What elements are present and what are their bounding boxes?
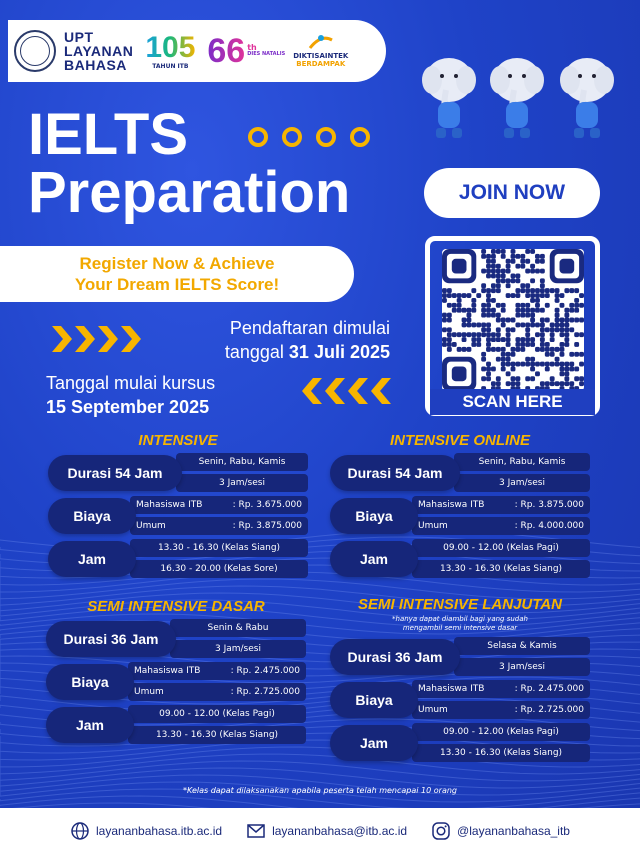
logo-bar — [8, 20, 386, 82]
time-pill: Jam — [46, 707, 134, 743]
program-intensive: INTENSIVE Durasi 54 Jam Senin, Rabu, Kamis 3 Jam/sesi Biaya Mahasiswa ITB : Rp. 3.675.000 Umum : Rp. 3.875.000 Jam 13.30 - 16.30 (Kelas Siang) 16.30 - 20.00 (Kelas Sore) — [48, 432, 308, 578]
footer-contacts — [0, 808, 640, 853]
title-ielts: IELTS — [28, 102, 189, 167]
time-pill: Jam — [330, 725, 418, 761]
program-intensive-online: INTENSIVE ONLINE Durasi 54 Jam Senin, Rabu, Kamis 3 Jam/sesi Biaya Mahasiswa ITB : Rp. 3.875.000 Umum : Rp. 4.000.000 Jam 09.00 - 12.00 (Kelas Pagi) 13.30 - 16.30 (Kelas Siang) — [330, 432, 590, 578]
duration-pill: Durasi 36 Jam — [330, 639, 460, 675]
scan-here-label: SCAN HERE — [430, 389, 595, 415]
instagram-icon — [431, 821, 451, 841]
chevron-left-icon — [302, 378, 391, 404]
fee-pill: Biaya — [48, 498, 136, 534]
fee-pill: Biaya — [330, 498, 418, 534]
join-now-button[interactable]: JOIN NOW — [424, 168, 600, 218]
title-preparation: Preparation — [28, 160, 351, 225]
instagram-link[interactable]: @layananbahasa_itb — [431, 821, 570, 841]
time-pill: Jam — [48, 541, 136, 577]
chevron-right-icon — [52, 326, 141, 352]
qr-code-box[interactable] — [425, 236, 600, 416]
fee-pill: Biaya — [330, 682, 418, 718]
registration-date: Pendaftaran dimulai tanggal 31 Juli 2025 — [224, 318, 390, 362]
duration-pill: Durasi 36 Jam — [46, 621, 176, 657]
website-link[interactable]: layananbahasa.itb.ac.id — [70, 821, 222, 841]
globe-icon — [70, 821, 90, 841]
itb-105-logo: 105 TAHUN ITB — [145, 30, 196, 70]
dies-natalis-logo: 66 th DIES NATALIS — [207, 32, 286, 70]
program-semi-intensive-lanjutan: SEMI INTENSIVE LANJUTAN *hanya dapat diambil bagi yang sudah mengambil semi intensive dasar Durasi 36 Jam Selasa & Kamis 3 Jam/sesi Biaya Mahasiswa ITB : Rp. 2.475.000 Umum : Rp. 2.725.000 Jam 09.00 - 12.00 (Kelas Pagi) 13.30 - 16.30 (Kelas Siang) — [330, 596, 590, 762]
course-start-date: Tanggal mulai kursus 15 September 2025 — [46, 373, 216, 417]
elephant-mascot-icon — [556, 50, 618, 142]
program-semi-intensive-dasar: SEMI INTENSIVE DASAR Durasi 36 Jam Senin & Rabu 3 Jam/sesi Biaya Mahasiswa ITB : Rp. 2.475.000 Umum : Rp. 2.725.000 Jam 09.00 - 12.00 (Kelas Pagi) 13.30 - 16.30 (Kelas Siang) — [46, 598, 306, 744]
time-pill: Jam — [330, 541, 418, 577]
register-banner: Register Now & Achieve Your Dream IELTS Score! — [0, 246, 354, 302]
itb-seal-logo — [14, 30, 56, 72]
duration-pill: Durasi 54 Jam — [48, 455, 182, 491]
fee-pill: Biaya — [46, 664, 134, 700]
mail-icon — [246, 821, 266, 841]
upt-logo-text: UPT LAYANAN BAHASA — [64, 29, 134, 73]
decorative-dots — [248, 127, 370, 147]
elephant-mascot-icon — [418, 50, 480, 142]
duration-pill: Durasi 54 Jam — [330, 455, 460, 491]
elephant-mascot-icon — [486, 50, 548, 142]
qr-code-icon[interactable] — [442, 249, 584, 391]
diktisaintek-logo: DIKTISAINTEK BERDAMPAK — [293, 34, 348, 68]
footnote: *Kelas dapat dilaksanakan apabila peserta telah mencapai 10 orang — [182, 786, 457, 795]
email-link[interactable]: layananbahasa@itb.ac.id — [246, 821, 407, 841]
